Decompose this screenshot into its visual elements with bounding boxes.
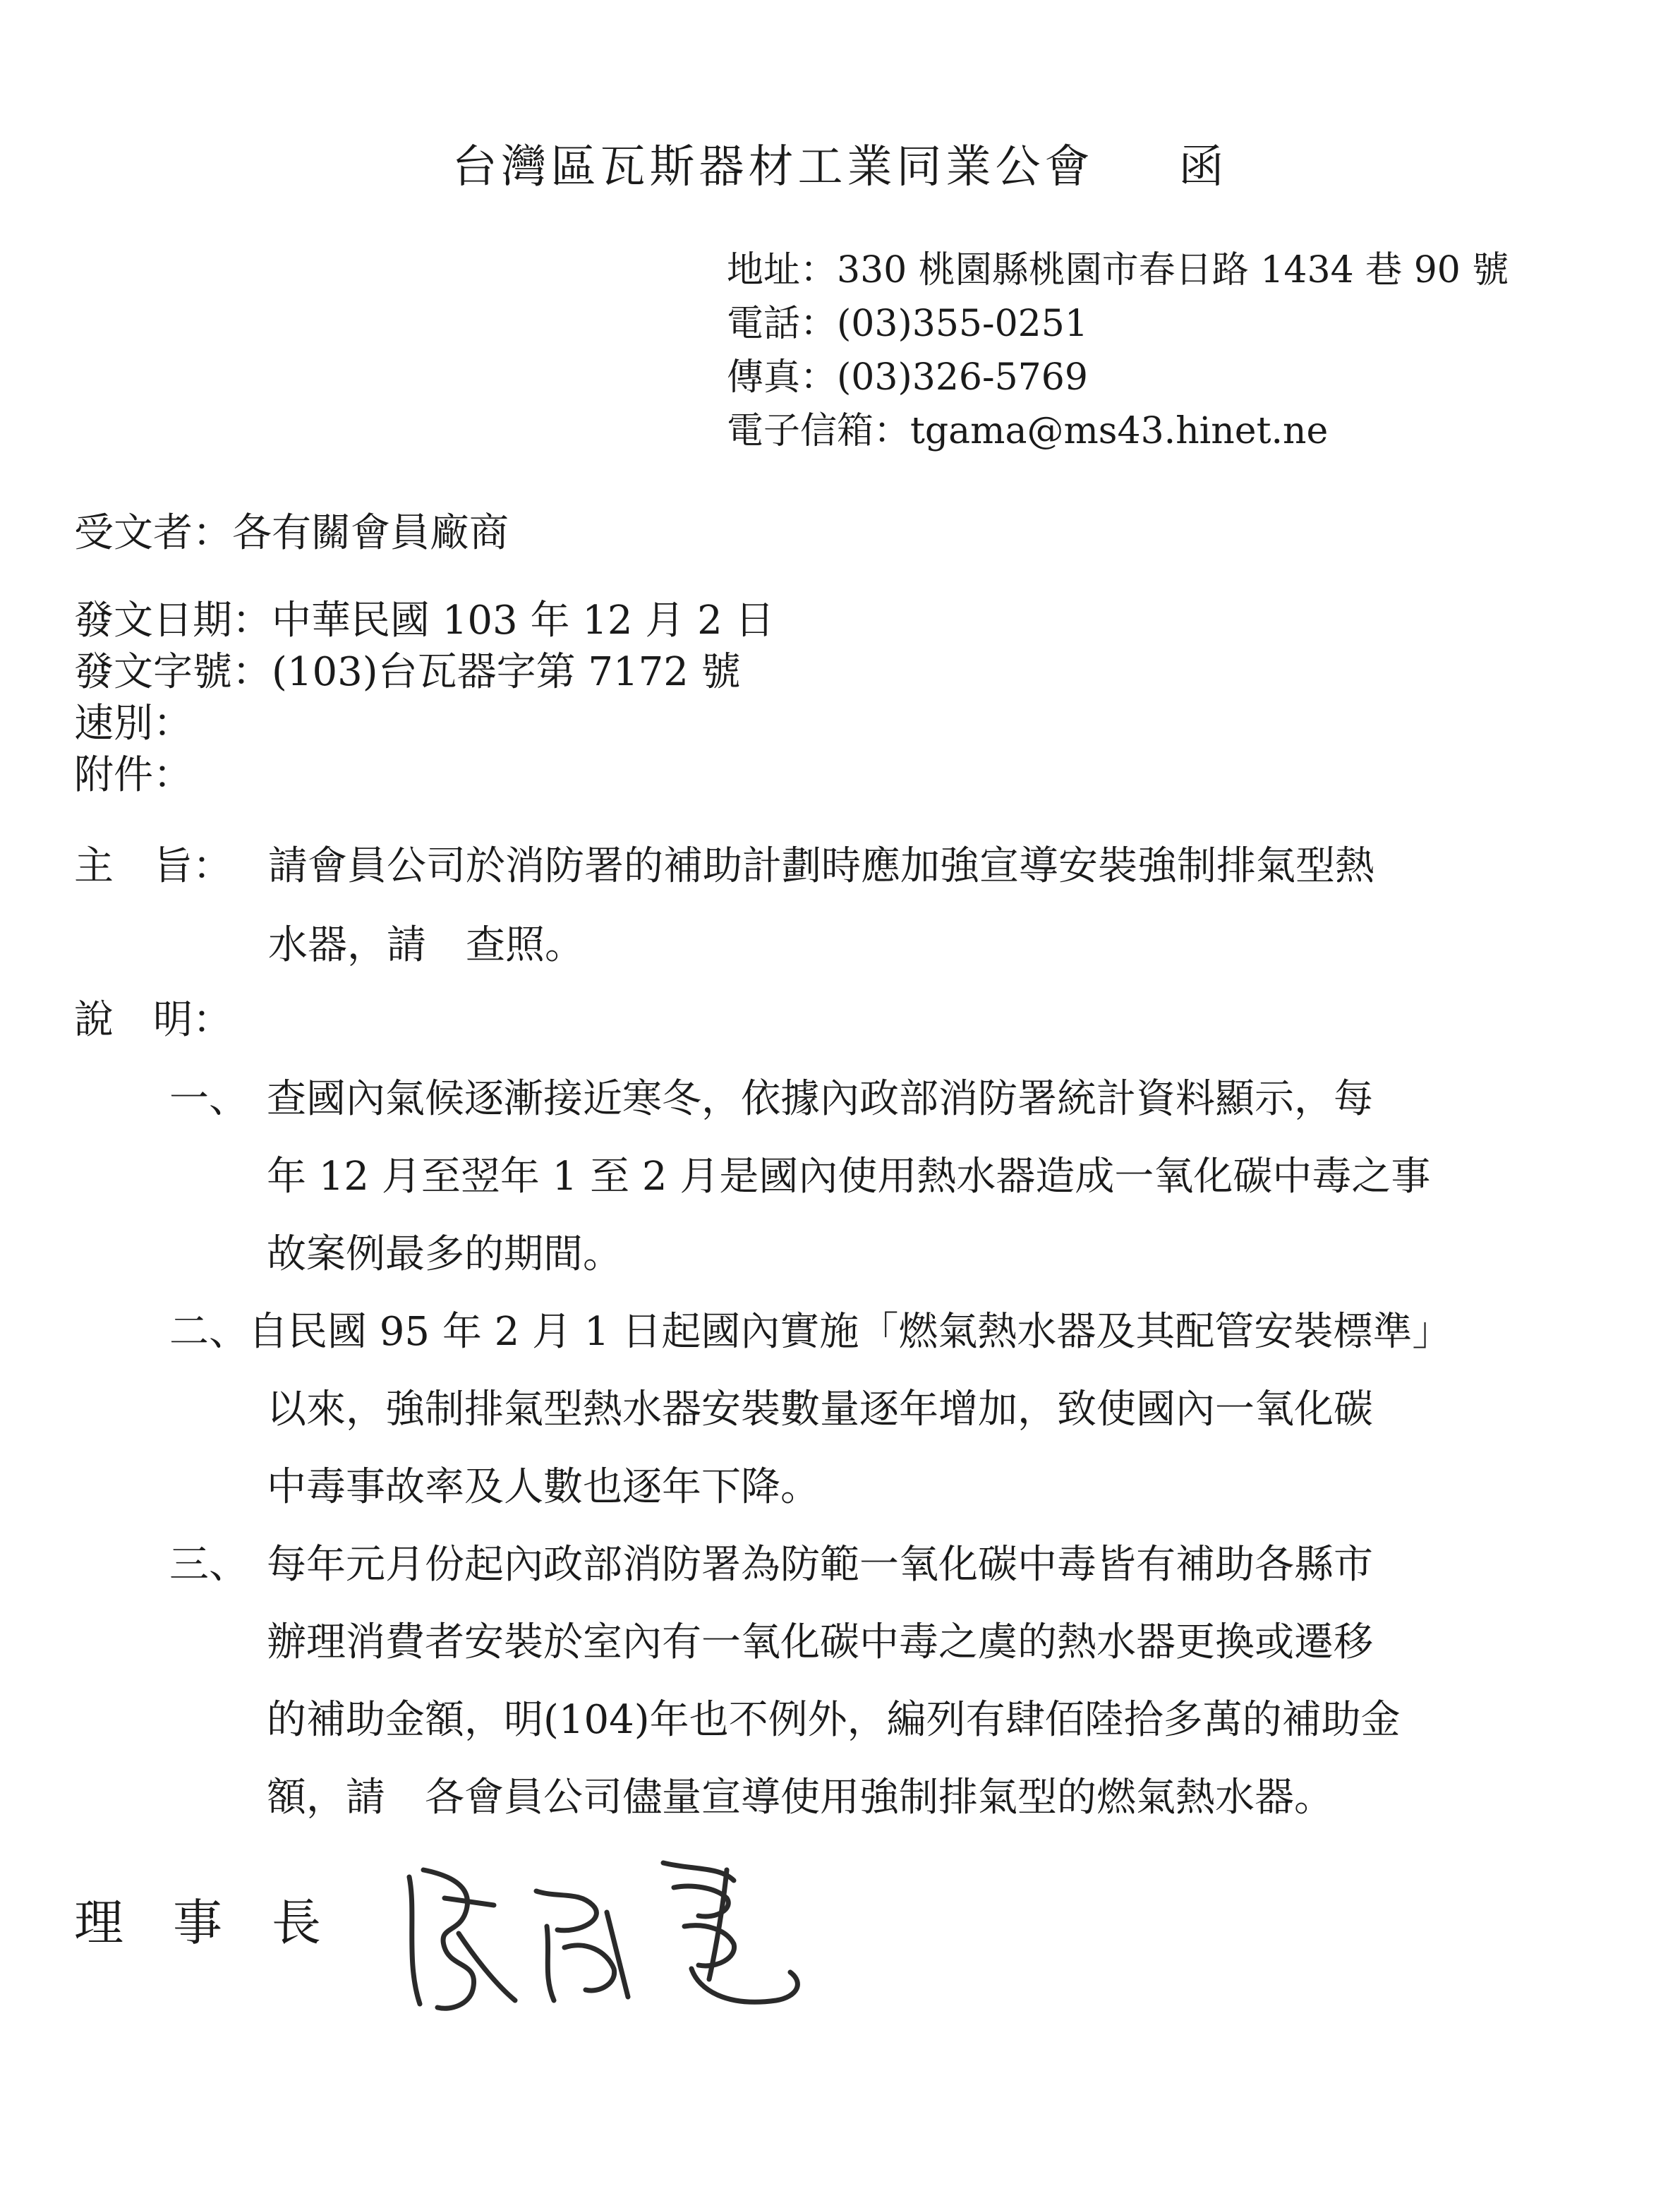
document-header xyxy=(0,141,1680,193)
contact-block xyxy=(727,243,1509,458)
phone-line: 電話：(03)355-0251 xyxy=(727,303,1088,345)
item-3-line-4: 額，請 各會員公司儘量宣導使用強制排氣型的燃氣熱水器。 xyxy=(267,1775,1334,1820)
item-1-line-1: 查國內氣候逐漸接近寒冬，依據內政部消防署統計資料顯示，每 xyxy=(267,1076,1373,1122)
email-line: 電子信箱：tgama@ms43.hinet.ne xyxy=(727,410,1329,452)
item-1-marker: 一、 xyxy=(169,1076,248,1122)
item-2-line-1: 自民國 95 年 2 月 1 日起國內實施「燃氣熱水器及其配管安裝標準」 xyxy=(248,1309,1452,1355)
handwritten-signature xyxy=(395,1849,818,2025)
address-line: 地址：330 桃園縣桃園市春日路 1434 巷 90 號 xyxy=(727,249,1509,291)
fax-line: 傳真：(03)326-5769 xyxy=(727,356,1088,399)
item-3-marker: 三、 xyxy=(169,1542,248,1588)
organization-name: 台灣區瓦斯器材工業同業公會 xyxy=(452,141,1094,193)
issue-date-line: 發文日期：中華民國 103 年 12 月 2 日 xyxy=(74,598,775,644)
item-2-line-3: 中毒事故率及人數也逐年下降。 xyxy=(267,1464,820,1510)
subject-label: 主 旨： xyxy=(74,843,232,889)
document-type: 函 xyxy=(1178,141,1228,193)
subject-line-2: 水器，請 查照。 xyxy=(268,922,584,968)
recipient-line: 受文者：各有關會員廠商 xyxy=(74,510,509,556)
explanation-label: 說 明： xyxy=(74,997,232,1043)
document-number-line: 發文字號：(103)台瓦器字第 7172 號 xyxy=(74,649,741,695)
item-1-line-3: 故案例最多的期間。 xyxy=(267,1231,622,1277)
item-3-line-2: 辦理消費者安裝於室內有一氧化碳中毒之虞的熱水器更換或遷移 xyxy=(267,1619,1373,1665)
subject-line-1: 請會員公司於消防署的補助計劃時應加強宣導安裝強制排氣型熱 xyxy=(268,843,1374,889)
chairman-title: 理 事 長 xyxy=(74,1894,321,1952)
attachment-line: 附件： xyxy=(74,752,193,798)
item-2-marker: 二、 xyxy=(169,1309,248,1355)
item-3-line-3: 的補助金額，明(104)年也不例外，編列有肆佰陸拾多萬的補助金 xyxy=(267,1697,1401,1743)
speed-line: 速別： xyxy=(74,701,193,747)
item-2-line-2: 以來，強制排氣型熱水器安裝數量逐年增加，致使國內一氧化碳 xyxy=(267,1387,1373,1432)
item-1-line-2: 年 12 月至翌年 1 至 2 月是國內使用熱水器造成一氧化碳中毒之事 xyxy=(267,1154,1431,1200)
item-3-line-1: 每年元月份起內政部消防署為防範一氧化碳中毒皆有補助各縣市 xyxy=(267,1542,1373,1588)
